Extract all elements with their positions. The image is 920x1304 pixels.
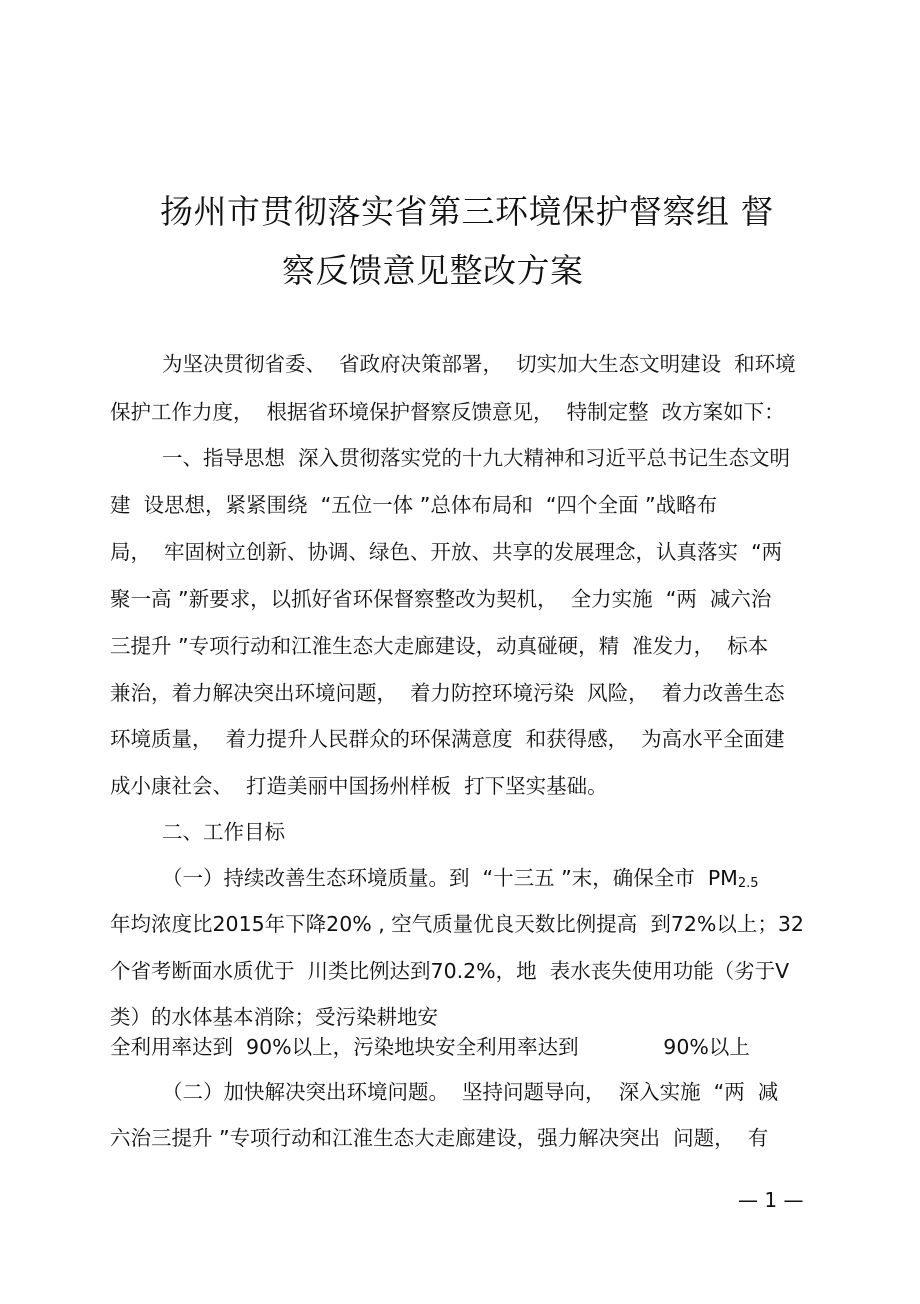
document-title-line-1: 扬州市贯彻落实省第三环境保护督察组 督 [160,192,774,231]
intro-paragraph-line: 保护工作力度， 根据省环境保护督察反馈意见， 特制定整 改方案如下： [110,400,785,424]
section-2-item-1-line: 类）的水体基本消除；受污染耕地安 [110,1005,438,1029]
section-2-item-1-line: 全利用率达到 90%以上，污染地块安全利用率达到 90%以上 [110,1035,750,1059]
section-2-item-1-line-text: （一）持续改善生态环境质量。到 “十三五 ”末，确保全市 PM [162,866,738,890]
section-1-line: 一、指导思想 深入贯彻落实党的十九大精神和习近平总书记生态文明 [162,446,791,470]
pm-subscript: 2.5 [737,876,759,891]
intro-paragraph-line: 为坚决贯彻省委、 省政府决策部署， 切实加大生态文明建设 和环境 [162,352,796,376]
section-2-heading: 二、工作目标 [162,820,285,844]
page-number: — 1 — [738,1188,804,1212]
section-2-item-1-line [162,866,759,896]
section-1-line: 兼治，着力解决突出环境问题， 着力防控环境污染 风险， 着力改善生态 [110,681,785,705]
section-1-line: 三提升 ”专项行动和江淮生态大走廊建设，动真碰硬，精 准发力， 标本 [110,634,769,658]
section-2-item-2-line: （二）加快解决突出环境问题。 坚持问题导向， 深入实施 “两 减 [162,1080,779,1104]
section-1-line: 聚一高 ”新要求，以抓好省环保督察整改为契机， 全力实施 “两 减六治 [110,587,772,611]
section-1-line: 成小康社会、 打造美丽中国扬州样板 打下坚实基础。 [110,774,608,798]
section-2-item-2-line: 六治三提升 ”专项行动和江淮生态大走廊建设，强力解决突出 问题， 有 [110,1126,769,1150]
document-title-line-2: 察反馈意见整改方案 [282,251,584,290]
section-1-line: 建 设思想，紧紧围绕 “五位一体 ”总体布局和 “四个全面 ”战略布 [110,493,718,517]
section-1-line: 局， 牢固树立创新、协调、绿色、开放、共享的发展理念，认真落实 “两 [110,540,783,564]
section-2-item-1-line: 年均浓度比2015年下降20% , 空气质量优良天数比例提高 到72%以上；32 [110,912,804,936]
section-1-line: 环境质量， 着力提升人民群众的环保满意度 和获得感， 为高水平全面建 [110,727,785,751]
section-2-item-1-line: 个省考断面水质优于 川类比例达到70.2%，地 表水丧失使用功能（劣于V [110,959,790,983]
